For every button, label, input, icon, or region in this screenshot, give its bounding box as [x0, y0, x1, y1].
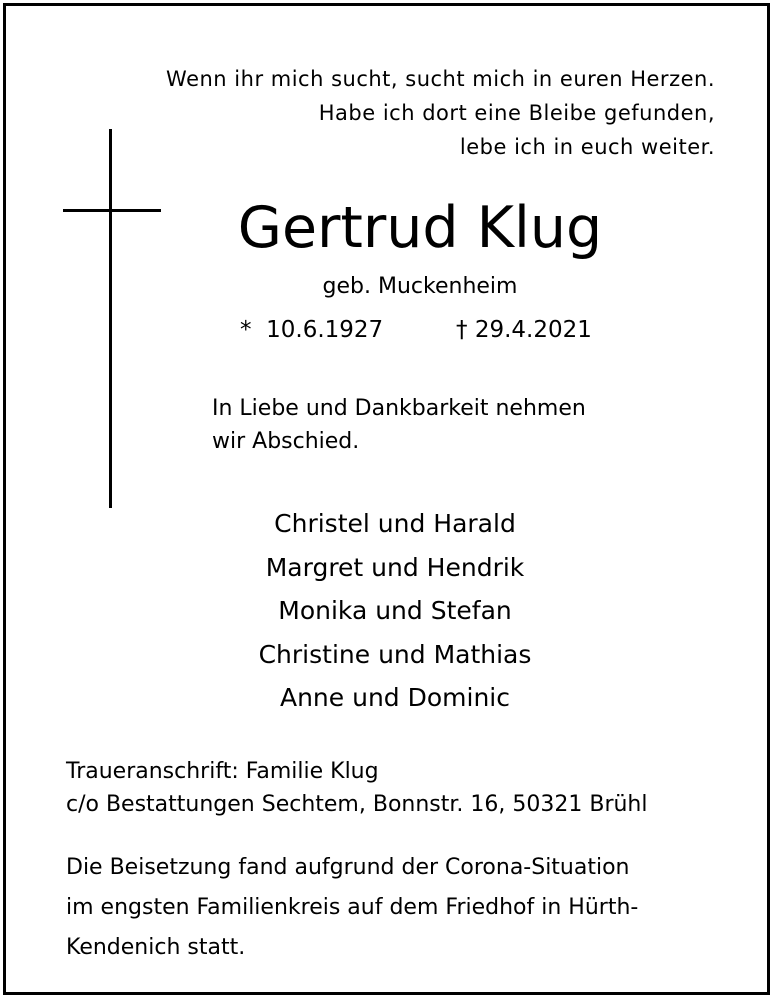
poem-line: lebe ich in euch weiter. [459, 135, 715, 159]
address-line: c/o Bestattungen Sechtem, Bonnstr. 16, 50321 Brühl [66, 792, 648, 817]
mourner-entry: Margret und Hendrik [265, 552, 525, 582]
birth-symbol: * [240, 317, 252, 343]
mourning-address [66, 755, 648, 821]
poem-line: Wenn ihr mich sucht, sucht mich in euren Herzen. [166, 67, 715, 91]
birth-date-line [240, 312, 383, 348]
farewell-text [212, 392, 586, 458]
memorial-poem [166, 62, 715, 164]
burial-line: Die Beisetzung fand aufgrund der Corona-Situation [66, 855, 630, 880]
poem-line: Habe ich dort eine Bleibe gefunden, [318, 101, 715, 125]
death-date-line [456, 312, 592, 348]
mourner-entry: Christel und Harald [274, 509, 516, 538]
death-date: 29.4.2021 [474, 317, 592, 343]
burial-line: Kendenich statt. [66, 935, 246, 960]
death-symbol: † [456, 317, 468, 343]
mourner-entry: Christine und Mathias [258, 639, 532, 669]
birth-name: geb. Muckenheim [322, 274, 518, 299]
deceased-name: Gertrud Klug [237, 195, 603, 261]
mourners-list [0, 502, 775, 720]
farewell-line: wir Abschied. [212, 429, 360, 454]
mourner-entry: Monika und Stefan [278, 596, 512, 625]
mourner-entry: Anne und Dominic [279, 683, 510, 712]
burial-note [66, 848, 726, 968]
address-line: Traueranschrift: Familie Klug [66, 759, 379, 784]
burial-line: im engsten Familienkreis auf dem Friedhof in Hürth- [66, 895, 639, 920]
birth-date: 10.6.1927 [266, 317, 384, 343]
cross-vertical-bar [109, 129, 112, 508]
farewell-line: In Liebe und Dankbarkeit nehmen [212, 396, 586, 421]
